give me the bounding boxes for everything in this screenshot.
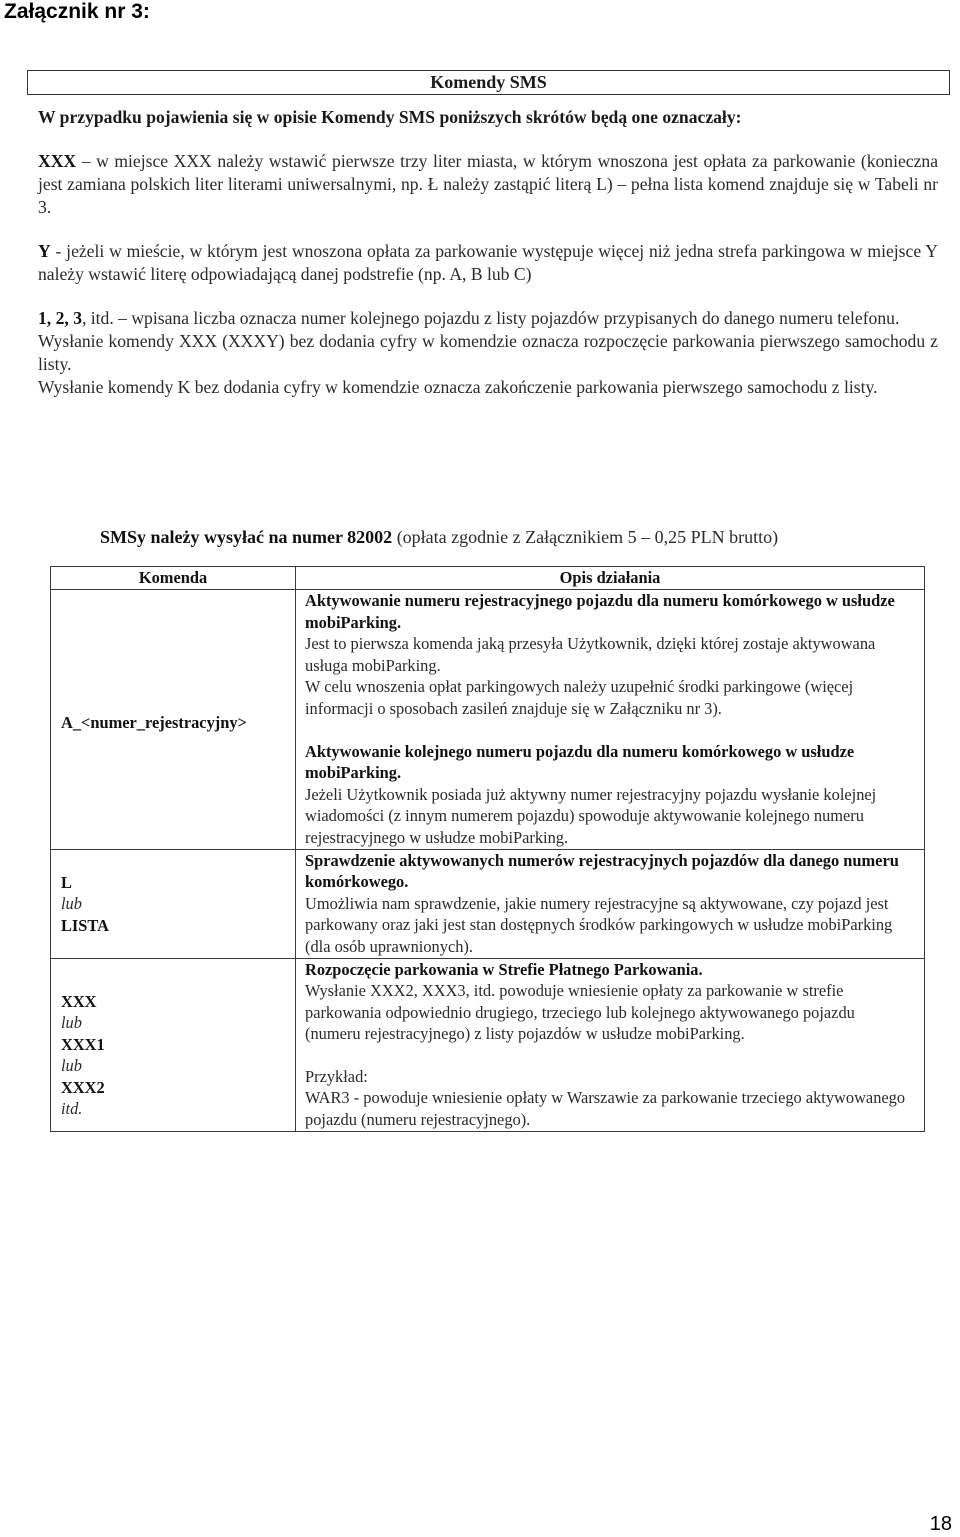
definition-xxx (38, 150, 938, 219)
intro-text: W przypadku pojawienia się w opisie Komendy SMS poniższych skrótów będą one oznaczały: (38, 107, 742, 127)
command-code: LISTA (61, 915, 109, 935)
table-header-row (51, 567, 925, 590)
description-text: Jest to pierwsza komenda jaką przesyła Użytkownik, dzięki której zostaje aktywowana usługa mobiParking. (305, 634, 876, 675)
note-end-parking: Wysłanie komendy K bez dodania cyfry w komendzie oznacza zakończenie parkowania pierwszego samochodu z listy. (38, 377, 878, 397)
page-heading: Załącznik nr 3: (4, 0, 150, 23)
table-row (51, 849, 925, 958)
definition-text: - jeżeli w mieście, w którym jest wnoszona opłata za parkowanie występuje więcej niż jedna strefa parkingowa w miejsce Y należy wstawić literę odpowiadającą danej podstrefie (np. A, B lub C) (38, 241, 938, 284)
command-cell (51, 590, 296, 850)
command-or: lub (61, 1056, 82, 1076)
command-cell (51, 958, 296, 1131)
command-or: lub (61, 894, 82, 914)
description-cell (296, 958, 925, 1131)
description-text: Jeżeli Użytkownik posiada już aktywny numer rejestracyjny pojazdu wysłanie kolejnej wiadomości (z innym numerem pojazdu) spowoduje aktywowanie kolejnego numeru rejestracyjnego w usłudze mobiParking. (305, 784, 877, 847)
description-text: W celu wnoszenia opłat parkingowych należy uzupełnić środki parkingowe (więcej informacji o sposobach zasileń znajduje się w Załączniku nr 3). (305, 677, 854, 718)
example-text: WAR3 - powoduje wniesienie opłaty w Warszawie za parkowanie trzeciego aktywowanego pojazdu (numeru rejestracyjnego). (305, 1088, 906, 1130)
description-text: Umożliwia nam sprawdzenie, jakie numery rejestracyjne są aktywowane, czy pojazd jest parkowany oraz jaki jest stan dostępnych środków parkingowych w usłudze mobiParking (dla osób uprawnionych). (305, 893, 893, 956)
definition-term: Y (38, 241, 51, 261)
definition-text: , itd. – wpisana liczba oznacza numer kolejnego pojazdu z listy pojazdów przypisanych do danego numeru telefonu. (81, 308, 900, 328)
command-etc: itd. (61, 1099, 83, 1119)
definition-numbers (38, 307, 938, 330)
command-code: XXX2 (61, 1077, 105, 1097)
column-header-description: Opis działania (296, 567, 925, 590)
send-info (100, 527, 778, 548)
command-or: lub (61, 1013, 82, 1033)
command-code: XXX1 (61, 1034, 105, 1054)
command-code: L (61, 872, 72, 892)
send-number: SMSy należy wysyłać na numer 82002 (100, 527, 393, 547)
description-cell (296, 849, 925, 958)
sms-commands-section (27, 70, 950, 399)
definition-text: – w miejsce XXX należy wstawić pierwsze trzy liter miasta, w którym wnoszona jest opłata za parkowanie (konieczna jest zamiana polskich liter literami uniwersalnymi, np. Ł należy zastąpić literą L) – pełna lista komend znajduje się w Tabeli nr 3. (38, 151, 938, 217)
page-number: 18 (929, 1513, 952, 1535)
description-heading: Aktywowanie numeru rejestracyjnego pojazdu dla numeru komórkowego w usłudze mobiParking. (305, 591, 895, 632)
description-text: Wysłanie XXX2, XXX3, itd. powoduje wniesienie opłaty za parkowanie w strefie parkowania odpowiednio drugiego, trzeciego lub kolejnego aktywowanego pojazdu (numeru rejestracyjnego) z listy pojazdów w usłudze mobiParking. (305, 981, 855, 1044)
description-heading: Aktywowanie kolejnego numeru pojazdu dla numeru komórkowego w usłudze mobiParking. (305, 741, 855, 783)
definition-term: XXX (38, 151, 77, 171)
note-start-parking: Wysłanie komendy XXX (XXXY) bez dodania cyfry w komendzie oznacza rozpoczęcie parkowania pierwszego samochodu z listy. (38, 331, 938, 374)
description-heading: Sprawdzenie aktywowanych numerów rejestracyjnych pojazdów dla danego numeru komórkowego. (305, 850, 899, 892)
section-title: Komendy SMS (27, 70, 950, 95)
definition-y (38, 240, 938, 286)
example-label: Przykład: (305, 1066, 368, 1086)
commands-table (50, 566, 925, 1132)
description-heading: Rozpoczęcie parkowania w Strefie Płatnego Parkowania. (305, 959, 703, 979)
command-cell (51, 849, 296, 958)
table-row (51, 958, 925, 1131)
definition-term: 1, 2, 3 (38, 308, 82, 328)
table-row (51, 590, 925, 850)
column-header-command: Komenda (51, 567, 296, 590)
send-fee: (opłata zgodnie z Załącznikiem 5 – 0,25 PLN brutto) (392, 527, 779, 547)
command-code: A_<numer_rejestracyjny> (61, 713, 247, 733)
description-cell (296, 590, 925, 850)
command-code: XXX (61, 991, 97, 1011)
